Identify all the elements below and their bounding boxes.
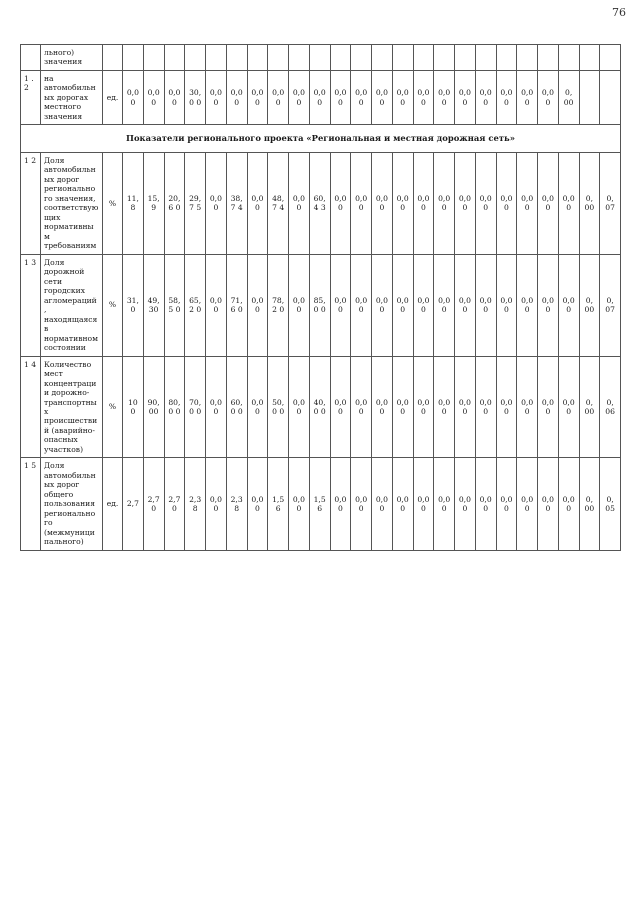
value-cell: 0,0 0 (206, 356, 227, 458)
value-cell: 0,00 (392, 70, 413, 124)
value-cell: 0,00 (434, 458, 455, 550)
value-cell: 0, 07 (600, 152, 621, 254)
value-cell: 0,00 (455, 356, 476, 458)
value-cell (185, 45, 206, 71)
value-cell: 0,00 (413, 254, 434, 356)
value-cell: 0,00 (413, 356, 434, 458)
value-cell: 65,2 0 (185, 254, 206, 356)
page-number: 76 (612, 6, 626, 19)
value-cell: 0,0 0 (351, 70, 372, 124)
value-cell: 0,00 (351, 356, 372, 458)
value-cell: 0,00 (558, 254, 579, 356)
row-code: 1 4 (21, 356, 41, 458)
value-cell: 58,5 0 (164, 254, 185, 356)
value-cell: 0,00 (455, 254, 476, 356)
value-cell: 0,00 (309, 70, 330, 124)
value-cell: 48,7 4 (268, 152, 289, 254)
value-cell: 0,00 (164, 70, 185, 124)
value-cell: 2,38 (185, 458, 206, 550)
value-cell: 1,56 (309, 458, 330, 550)
value-cell: 0, 00 (579, 152, 600, 254)
value-cell: 80,0 0 (164, 356, 185, 458)
value-cell: 0,00 (413, 70, 434, 124)
value-cell: 0,00 (351, 152, 372, 254)
value-cell: 0,0 0 (247, 152, 268, 254)
value-cell (392, 45, 413, 71)
value-cell (268, 45, 289, 71)
value-cell: 0,0 0 (538, 356, 559, 458)
value-cell: 0,0 0 (206, 70, 227, 124)
value-cell (372, 45, 393, 71)
value-cell: 0,0 0 (372, 356, 393, 458)
value-cell: 0,00 (558, 458, 579, 550)
value-cell: 0,0 0 (247, 458, 268, 550)
value-cell: 0,00 (496, 70, 517, 124)
value-cell: 0, 00 (579, 458, 600, 550)
value-cell: 0, 00 (579, 254, 600, 356)
value-cell (600, 70, 621, 124)
value-cell: 0,0 0 (475, 70, 496, 124)
value-cell: 2,7 (123, 458, 144, 550)
value-cell: 0,00 (434, 152, 455, 254)
row-unit: % (103, 152, 123, 254)
row-unit: ед. (103, 70, 123, 124)
value-cell: 0,00 (538, 70, 559, 124)
value-cell: 0,00 (289, 254, 310, 356)
value-cell: 0,0 0 (372, 70, 393, 124)
row-name: на автомобильных дорогах местного значения (41, 70, 103, 124)
table-row (21, 458, 621, 550)
row-code (21, 45, 41, 71)
value-cell: 0,00 (517, 356, 538, 458)
value-cell: 2,7 0 (143, 458, 164, 550)
row-name: Количество мест концентрации дорожно-транспортных происшествий (аварийно-опасных участков) (41, 356, 103, 458)
value-cell: 0,0 0 (206, 458, 227, 550)
value-cell: 0,0 0 (392, 254, 413, 356)
value-cell: 0,00 (123, 70, 144, 124)
value-cell: 0,00 (558, 356, 579, 458)
value-cell: 0,00 (289, 356, 310, 458)
value-cell: 0,0 0 (143, 70, 164, 124)
value-cell: 0,0 0 (496, 458, 517, 550)
value-cell (434, 45, 455, 71)
row-code: 1 3 (21, 254, 41, 356)
value-cell: 0,00 (289, 458, 310, 550)
value-cell: 0,0 0 (206, 254, 227, 356)
indicators-table (20, 44, 621, 551)
value-cell: 0,0 0 (517, 70, 538, 124)
value-cell: 0,00 (289, 70, 310, 124)
value-cell: 49, 30 (143, 254, 164, 356)
value-cell (309, 45, 330, 71)
value-cell: 0, 06 (600, 356, 621, 458)
row-name: Доля автомобильных дорог общего пользования регионального (межмуниципального) (41, 458, 103, 550)
table-row (21, 152, 621, 254)
row-name: Доля автомобильных дорог регионального значения, соответствующих нормативным требованиям (41, 152, 103, 254)
value-cell: 0,0 0 (538, 254, 559, 356)
value-cell: 0,00 (434, 254, 455, 356)
value-cell (164, 45, 185, 71)
table-row (21, 70, 621, 124)
value-cell: 2,38 (226, 458, 247, 550)
table-row (21, 45, 621, 71)
value-cell: 38,7 4 (226, 152, 247, 254)
value-cell (558, 45, 579, 71)
value-cell (413, 45, 434, 71)
value-cell: 0,00 (475, 356, 496, 458)
value-cell (143, 45, 164, 71)
value-cell (247, 45, 268, 71)
value-cell (538, 45, 559, 71)
value-cell: 0,0 0 (538, 152, 559, 254)
value-cell: 0,00 (413, 458, 434, 550)
value-cell: 0,0 0 (372, 152, 393, 254)
value-cell (455, 45, 476, 71)
value-cell: 0,0 0 (247, 70, 268, 124)
value-cell: 71,6 0 (226, 254, 247, 356)
value-cell: 0,00 (434, 356, 455, 458)
value-cell: 0,00 (330, 152, 351, 254)
value-cell (226, 45, 247, 71)
row-unit: % (103, 356, 123, 458)
value-cell: 20,6 0 (164, 152, 185, 254)
value-cell: 31,0 (123, 254, 144, 356)
value-cell: 0,00 (475, 458, 496, 550)
value-cell (289, 45, 310, 71)
value-cell: 0,0 0 (247, 254, 268, 356)
value-cell (123, 45, 144, 71)
value-cell: 0,00 (226, 70, 247, 124)
row-unit: ед. (103, 458, 123, 550)
value-cell: 0,0 0 (496, 152, 517, 254)
value-cell: 0,00 (517, 152, 538, 254)
value-cell: 0,0 0 (372, 458, 393, 550)
value-cell: 0,0 0 (392, 458, 413, 550)
value-cell: 40,0 0 (309, 356, 330, 458)
value-cell: 0,00 (517, 458, 538, 550)
value-cell: 60,0 0 (226, 356, 247, 458)
value-cell: 0,0 0 (247, 356, 268, 458)
value-cell (206, 45, 227, 71)
row-code: 1 . 2 (21, 70, 41, 124)
value-cell: 0,00 (330, 254, 351, 356)
row-unit: % (103, 254, 123, 356)
value-cell: 60,4 3 (309, 152, 330, 254)
value-cell: 0,00 (330, 458, 351, 550)
value-cell: 0,00 (475, 254, 496, 356)
table-row (21, 254, 621, 356)
value-cell: 0,00 (455, 70, 476, 124)
value-cell: 50,0 0 (268, 356, 289, 458)
row-name: льного) значения (41, 45, 103, 71)
value-cell: 0,00 (413, 152, 434, 254)
value-cell (475, 45, 496, 71)
value-cell (579, 45, 600, 71)
value-cell (496, 45, 517, 71)
value-cell: 30,0 0 (185, 70, 206, 124)
value-cell: 0,00 (517, 254, 538, 356)
value-cell: 11,8 (123, 152, 144, 254)
value-cell: 70,0 0 (185, 356, 206, 458)
value-cell (351, 45, 372, 71)
value-cell (517, 45, 538, 71)
value-cell: 0,0 0 (392, 356, 413, 458)
value-cell: 1,56 (268, 458, 289, 550)
value-cell: 0,00 (434, 70, 455, 124)
row-code: 1 2 (21, 152, 41, 254)
value-cell: 2,70 (164, 458, 185, 550)
value-cell: 29,7 5 (185, 152, 206, 254)
value-cell: 0,0 0 (372, 254, 393, 356)
value-cell: 0, 00 (579, 356, 600, 458)
value-cell: 0,00 (475, 152, 496, 254)
value-cell: 0,00 (330, 356, 351, 458)
value-cell: 0,00 (351, 254, 372, 356)
value-cell: 0,0 0 (496, 356, 517, 458)
value-cell: 100 (123, 356, 144, 458)
value-cell: 0,00 (330, 70, 351, 124)
value-cell: 0,00 (268, 70, 289, 124)
value-cell: 15, 9 (143, 152, 164, 254)
row-unit (103, 45, 123, 71)
value-cell: 0, 05 (600, 458, 621, 550)
value-cell: 0,0 0 (538, 458, 559, 550)
value-cell: 0,0 0 (206, 152, 227, 254)
value-cell: 0,00 (558, 152, 579, 254)
value-cell: 0,00 (351, 458, 372, 550)
table-row (21, 356, 621, 458)
row-name: Доля дорожной сети городских агломераций, находящаяся в нормативном состоянии (41, 254, 103, 356)
value-cell: 0,00 (455, 152, 476, 254)
value-cell (600, 45, 621, 71)
value-cell: 85,0 0 (309, 254, 330, 356)
value-cell (579, 70, 600, 124)
section-row (21, 125, 621, 153)
value-cell: 0, 07 (600, 254, 621, 356)
value-cell: 90, 00 (143, 356, 164, 458)
value-cell (330, 45, 351, 71)
value-cell: 0,00 (289, 152, 310, 254)
section-title: Показатели регионального проекта «Региональная и местная дорожная сеть» (21, 125, 621, 153)
value-cell: 0,00 (455, 458, 476, 550)
value-cell: 0,0 0 (392, 152, 413, 254)
value-cell: 78,2 0 (268, 254, 289, 356)
value-cell: 0, 00 (558, 70, 579, 124)
row-code: 1 5 (21, 458, 41, 550)
value-cell: 0,0 0 (496, 254, 517, 356)
